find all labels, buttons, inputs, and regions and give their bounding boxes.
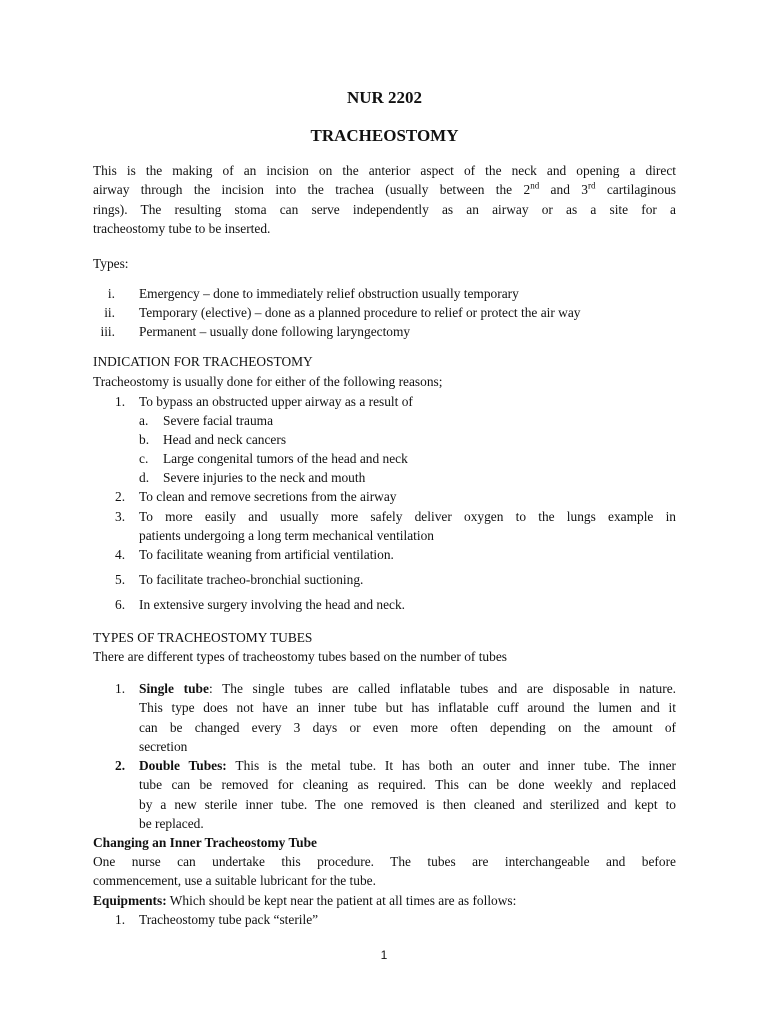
tube-types-intro: There are different types of tracheostomy tubes based on the number of tubes: [93, 649, 507, 664]
tube-types-heading: TYPES OF TRACHEOSTOMY TUBES: [93, 630, 313, 645]
types-label: Types:: [93, 256, 129, 271]
equipments-line: Equipments: Which should be kept near the patient at all times are as follows:: [93, 893, 517, 908]
page-title: TRACHEOSTOMY: [310, 126, 459, 145]
indication-intro: Tracheostomy is usually done for either of the following reasons;: [93, 374, 443, 389]
intro-paragraph: This is the making of an incision on the anterior aspect of the neck and opening a direct airway through the incision into the trachea (usually between the 2nd and 3rd cartilaginous rings). The resulting stoma can serve independently as an airway or as a site for a tracheostomy tube to be inserted.: [93, 163, 676, 237]
changing-heading: Changing an Inner Tracheostomy Tube: [93, 835, 317, 850]
course-code: NUR 2202: [346, 88, 423, 107]
changing-paragraph: One nurse can undertake this procedure. The tubes are interchangeable and before commencement, use a suitable lubricant for the tube.: [93, 854, 676, 889]
page-number: 1: [380, 948, 388, 962]
indication-heading: INDICATION FOR TRACHEOSTOMY: [93, 354, 313, 369]
